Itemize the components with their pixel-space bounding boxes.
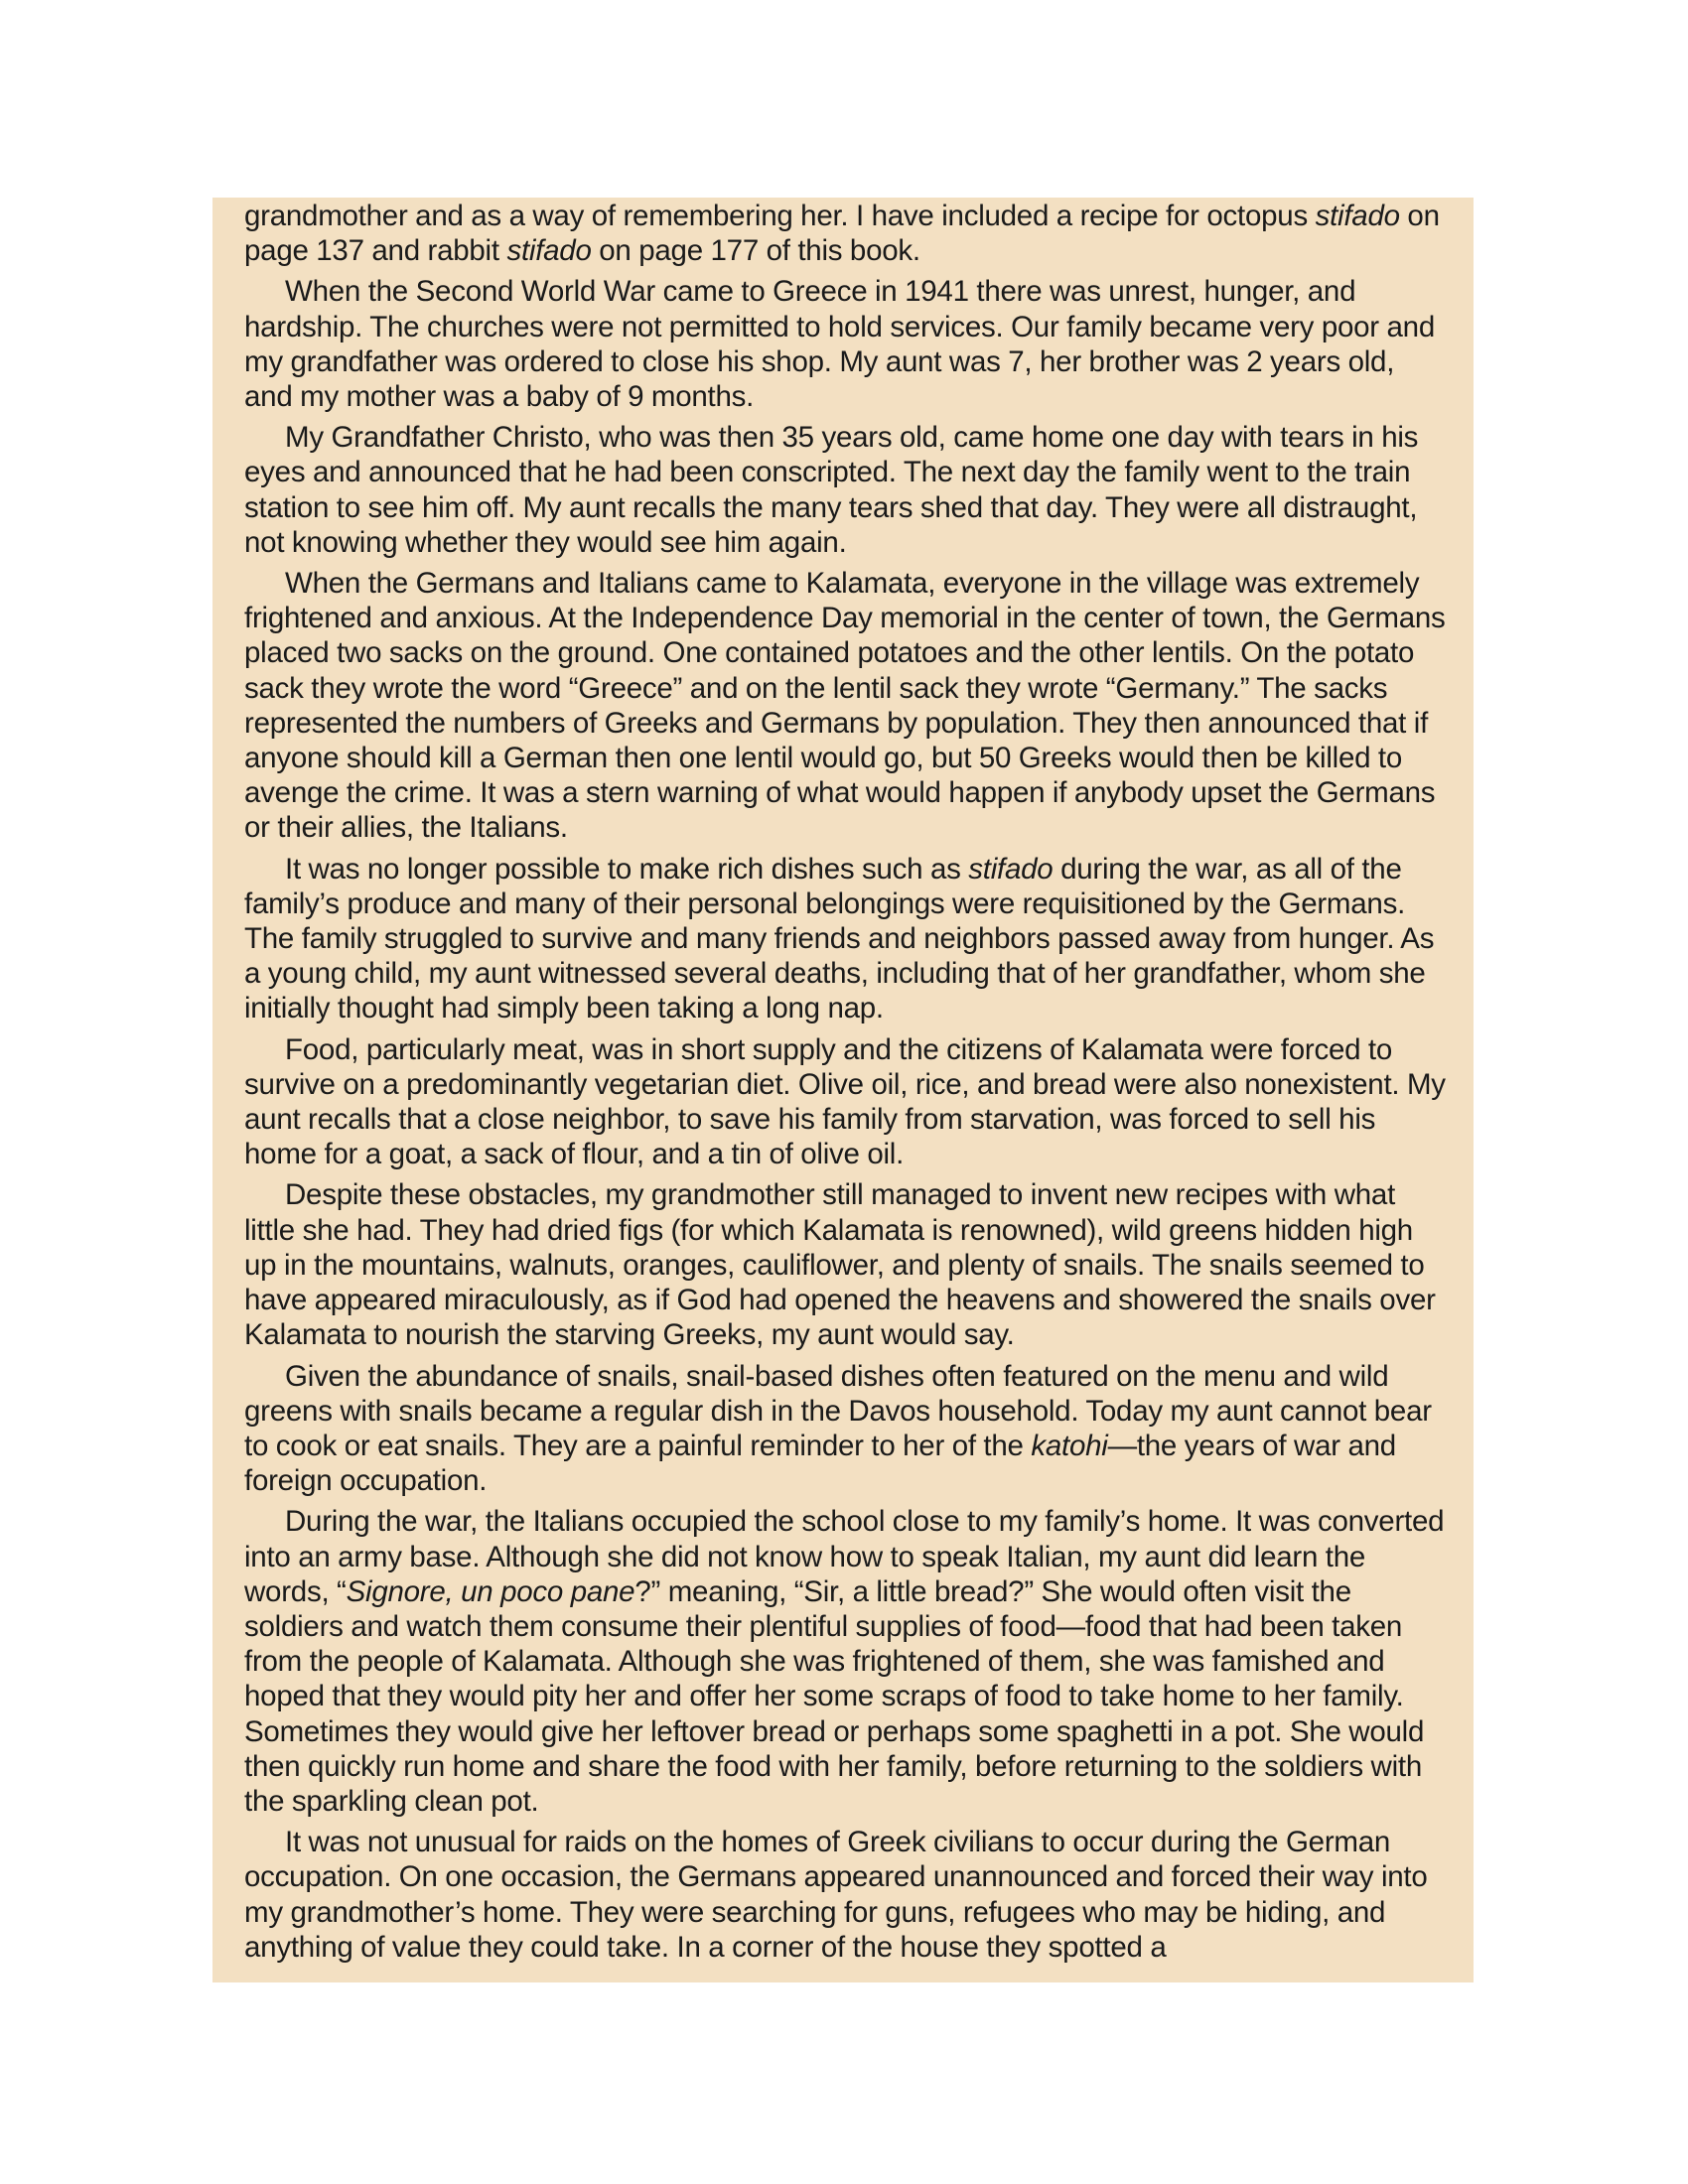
paragraph xyxy=(244,1359,1446,1499)
paragraph xyxy=(244,1032,1446,1172)
italic-text: katohi xyxy=(1031,1429,1108,1462)
paragraph xyxy=(244,274,1446,414)
italic-text: stifado xyxy=(968,852,1054,886)
paragraph xyxy=(244,1825,1446,1965)
body-text: Despite these obstacles, my grandmother still managed to invent new recipes with what little she had. They had dried figs (for which Kalamata is renowned), wild greens hidden high up in the mountains, walnuts, oranges, cauliflower, and plenty of snails. The snails seemed to have appeared miraculously, as if God had opened the heavens and showered the snails over Kalamata to nourish the starving Greeks, my aunt would say. xyxy=(244,1178,1436,1352)
body-text: Food, particularly meat, was in short supply and the citizens of Kalamata were forced to survive on a predominantly vegetarian diet. Olive oil, rice, and bread were also nonexistent. My aunt recalls that a close neighbor, to save his family from starvation, was forced to sell his home for a goat, a sack of flour, and a tin of olive oil. xyxy=(244,1032,1446,1171)
body-text: on page 177 of this book. xyxy=(591,234,920,268)
paragraph xyxy=(244,1177,1446,1352)
body-text: It was no longer possible to make rich dishes such as xyxy=(285,852,969,886)
italic-text: stifado xyxy=(506,234,592,268)
paragraph xyxy=(244,566,1446,846)
body-text: It was not unusual for raids on the homes of Greek civilians to occur during the German occupation. On one occasion, the Germans appeared unannounced and forced their way into my grandmother’s home. They were searching for guns, refugees who may be hiding, and anything of value they could take. In a corner of the house they spotted a xyxy=(244,1826,1428,1964)
italic-text: Signore, un poco pane xyxy=(346,1574,635,1608)
body-text: ?” meaning, “Sir, a little bread?” She would often visit the soldiers and watch them consume their plentiful supplies of food—food that had been taken from the people of Kalamata. Although she was frightened of them, she was famished and hoped that they would pity her and offer her some scraps of food to take home to her family. Sometimes they would give her leftover bread or perhaps some spaghetti in a pot. She would then quickly run home and share the food with her family, before returning to the soldiers with the sparkling clean pot. xyxy=(244,1574,1425,1818)
body-text: —the years of war and foreign occupation. xyxy=(244,1429,1396,1498)
paragraph xyxy=(244,420,1446,560)
body-text: My Grandfather Christo, who was then 35 years old, came home one day with tears in his eyes and announced that he had been conscripted. The next day the family went to the train station to see him off. My aunt recalls the many tears shed that day. They were all distraught, not knowing whether they would see him again. xyxy=(244,421,1419,559)
body-text: Given the abundance of snails, snail-based dishes often featured on the menu and wild greens with snails became a regular dish in the Davos household. Today my aunt cannot bear to cook or eat snails. They are a painful reminder to her of the xyxy=(244,1359,1432,1462)
italic-text: stifado xyxy=(1315,200,1400,232)
body-text: When the Germans and Italians came to Kalamata, everyone in the village was extremely frightened and anxious. At the Independence Day memorial in the center of town, the Germans placed two sacks on the ground. One contained potatoes and the other lentils. On the potato sack they wrote the word “Greece” and on the lentil sack they wrote “Germany.” The sacks represented the numbers of Greeks and Germans by population. They then announced that if anyone should kill a German then one lentil would go, but 50 Greeks would then be killed to avenge the crime. It was a stern warning of what would happen if anybody upset the Germans or their allies, the Italians. xyxy=(244,567,1446,845)
paragraph xyxy=(244,852,1446,1026)
paragraph xyxy=(244,1504,1446,1819)
text-panel xyxy=(212,198,1474,1982)
body-text: During the war, the Italians occupied the school close to my family’s home. It was converted into an army base. Although she did not know how to speak Italian, my aunt did learn the words, “ xyxy=(244,1505,1445,1608)
paragraph xyxy=(244,199,1446,268)
body-text: during the war, as all of the family’s produce and many of their personal belongings were requisitioned by the Germans. The family struggled to survive and many friends and neighbors passed away from hunger. As a young child, my aunt witnessed several deaths, including that of her grandfather, whom she initially thought had simply been taking a long nap. xyxy=(244,852,1435,1025)
body-text: When the Second World War came to Greece in 1941 there was unrest, hunger, and hardship. The churches were not permitted to hold services. Our family became very poor and my grandfather was ordered to close his shop. My aunt was 7, her brother was 2 years old, and my mother was a baby of 9 months. xyxy=(244,275,1435,414)
body-text: grandmother and as a way of remembering her. I have included a recipe for octopus xyxy=(244,200,1316,232)
body-text: on page 137 and rabbit xyxy=(244,200,1440,268)
